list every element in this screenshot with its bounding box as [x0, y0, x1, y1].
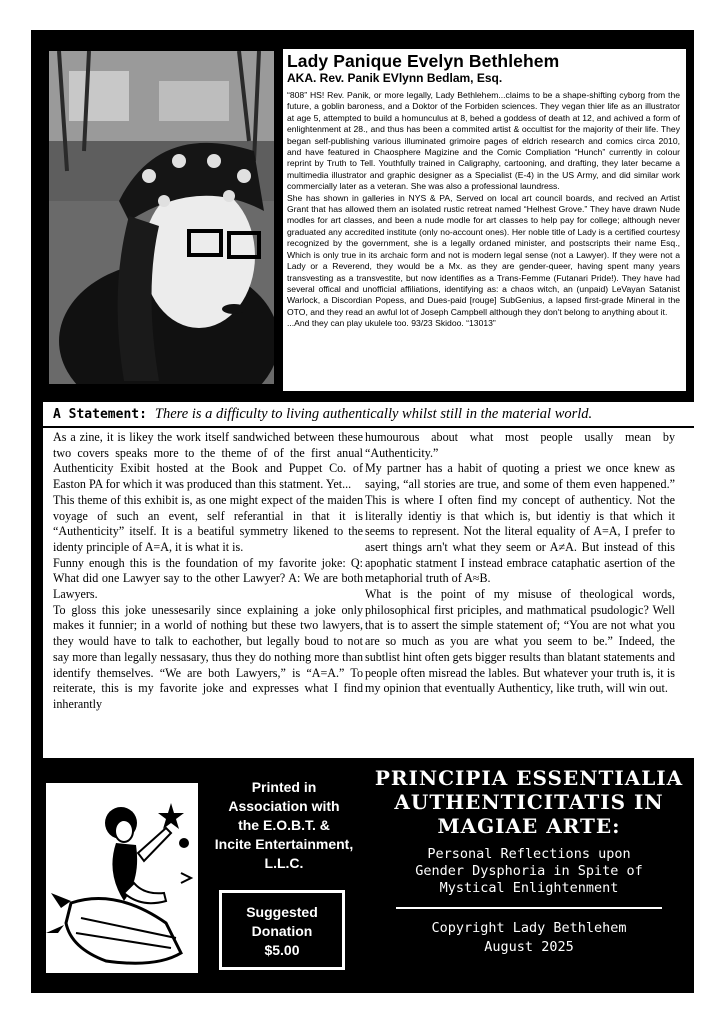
zine-title: [370, 766, 688, 838]
essay-left-column: [53, 430, 363, 713]
title-line: AUTHENTICITATIS IN: [394, 790, 664, 814]
essay-paragraph: humourous about what most people usally mean by “Authenticity.”: [365, 430, 675, 460]
zine-title-block: [370, 766, 688, 957]
author-name: Lady Panique Evelyn Bethlehem: [287, 51, 560, 71]
essay-paragraph: What is the point of my misuse of theological words, philosophical first priciples, and mathmatical psudologic? Well that is to assert the simple statement of; “You are not what you are so much as you are what you seem to be.” Indeed, the subtlist hint often gets bigger results than blatant statements and people often misread the lables. But whatever your truth is, it is my opinion that eventually Authenticy, like truth, will win out.: [365, 587, 676, 696]
title-line: PRINCIPIA ESSENTIALIA: [374, 766, 684, 790]
suggested-donation-box: [219, 890, 345, 970]
essay-right-column: [365, 430, 675, 697]
bio-paragraph: “808” HS! Rev. Panik, or more legally, Lady Bethlehem...claims to be a shape-shifting cyborg from the future, a goblin baroness, and a Doktor of the Forbiden sciences. They vegan thier life as an illustrator at age 5, attempted to build a homunculus at 8, behed a goddess of death at 12, and achived a form of enlightenment at 28., and thus has been a commited artist & occultist for the majority of their life. They began self-publishing various illuminated grimoire pages of eldrich research and comics circa 2010, and have featured in Chaosphere Magizine and the Comic Compliation “Hunch” currently in colour reprint by Truth to Tell. Youthfully trained in Caligraphy, cartooning, and drafting, they later became a multimedia illustrator and graphic designer as a Specialist (E-4) in the US Army, and did similar work commercially later as a veteran. She was also a professional laundress.: [287, 90, 680, 192]
copyright-line: Copyright Lady Bethlehem: [431, 920, 627, 936]
subtitle-line: Gender Dysphoria in Spite of: [415, 863, 643, 879]
printed-line: Association with: [228, 798, 340, 814]
essay-paragraph: My partner has a habit of quoting a priest we once knew as saying, “all stories are true, and some of them even happened.” This is where I often find my concept of authenticy. Not the literally identiy is that which is, but identiy is that which it seems to represent. Not the literal equality of A=A, I prefer to asert things arn't what they seem or A≠A. But instead of this apophatic statment I instead embrace cataphatic asertion of the metaphorial truth of A≈B.: [365, 461, 675, 586]
bio-paragraph: She has shown in galleries in NYS & PA, Served on local art council boards, and recived an Artist Grant that has allowed them an isolated rustic retreat named “Helhest Grove.” They have drawn Nude modles for art classes, and been a nude modle for art classes to help pay for college; although never graduated any accredited institute (only no-account ones). Her noble title of Lady is a certified courtesy recognized by the government, she is a legally ordaned minister, and postscripts their name Esq., Which is only true in its archaic form and not is modern legal sense (not a Lawyer). If they were not a Lady or a Reverend, they would be a Mx. as they are gender-queer, having spent many years transvesting as a transvestite, but now identifies as a Trans-Femme (Futanari Pride!). They have had several offical and unofficial affiliations, identifying as: a chaos witch, an (unpaid) LeVayan Satanist Warlock, a Discordian Popess, and Dues-paid [rouge] SubGenius, a lapsed first-grade Mineral in the OTO, and they read an awful lot of Joseph Campbell although they don't belong to anything about it.: [287, 192, 680, 317]
printed-line: the E.O.B.T. &: [238, 817, 330, 833]
copyright-date: August 2025: [484, 939, 574, 955]
author-aka: AKA. Rev. Panik EVlynn Bedlam, Esq.: [287, 71, 503, 85]
bio-paragraph: ...And they can play ukulele too. 93/23 Skidoo. “13013”: [287, 318, 496, 329]
portrait-photo: [49, 51, 274, 384]
donation-price: $5.00: [264, 942, 300, 958]
copyright-notice: [370, 919, 688, 957]
essay-paragraph: As a zine, it is likey the work itself sandwiched between these two covers speaks more to the theme of of the first anual Authenticity Exibit hosted at the Book and Puppet Co. of Easton PA for which it was produced than this statment. Yet...: [53, 430, 363, 492]
donation-line: Suggested: [246, 904, 318, 920]
essay-panel: [43, 428, 696, 758]
pinup-on-bomb-illustration: [46, 783, 198, 973]
statement-banner: [43, 402, 696, 426]
statement-text: There is a difficulty to living authentically whilst still in the material world.: [154, 405, 593, 422]
printed-line: Printed in: [251, 779, 317, 795]
subtitle-line: Mystical Enlightenment: [439, 880, 619, 896]
essay-paragraph: To gloss this joke unessesarily since explaining a joke only makes it funnier; in a world of nothing but these two lawyers, they would have to talk to eachother, but legally boud to not say more than legally nessasary, thus they do nothing more than identify themselves. “We are both Lawyers,” is “A=A.” To reiterate, this is my favorite joke and expresses what I find inherantly: [53, 602, 363, 711]
essay-paragraph: Funny enough this is the foundation of my favorite joke: Q: What did one Lawyer say to the other Lawyer? A: We are both Lawyers.: [53, 555, 363, 602]
divider-rule: [396, 907, 662, 909]
donation-line: Donation: [251, 923, 313, 939]
statement-label: A Statement:: [53, 406, 147, 422]
printed-line: Incite Entertainment,: [214, 836, 354, 852]
printed-in-association-text: [198, 778, 370, 873]
title-line: MAGIAE ARTE:: [437, 814, 621, 838]
bio-panel: [283, 49, 686, 391]
essay-paragraph: This theme of this exhibit is, as one might expect of the maiden voyage of such an event, self referantial in that it is “Authenticity” itself. It is a beatiful symmetry likened to the identy principle of A=A, it is what it is.: [53, 492, 363, 554]
zine-subtitle: [370, 846, 688, 897]
subtitle-line: Personal Reflections upon: [427, 846, 631, 862]
printed-line: L.L.C.: [264, 855, 304, 871]
